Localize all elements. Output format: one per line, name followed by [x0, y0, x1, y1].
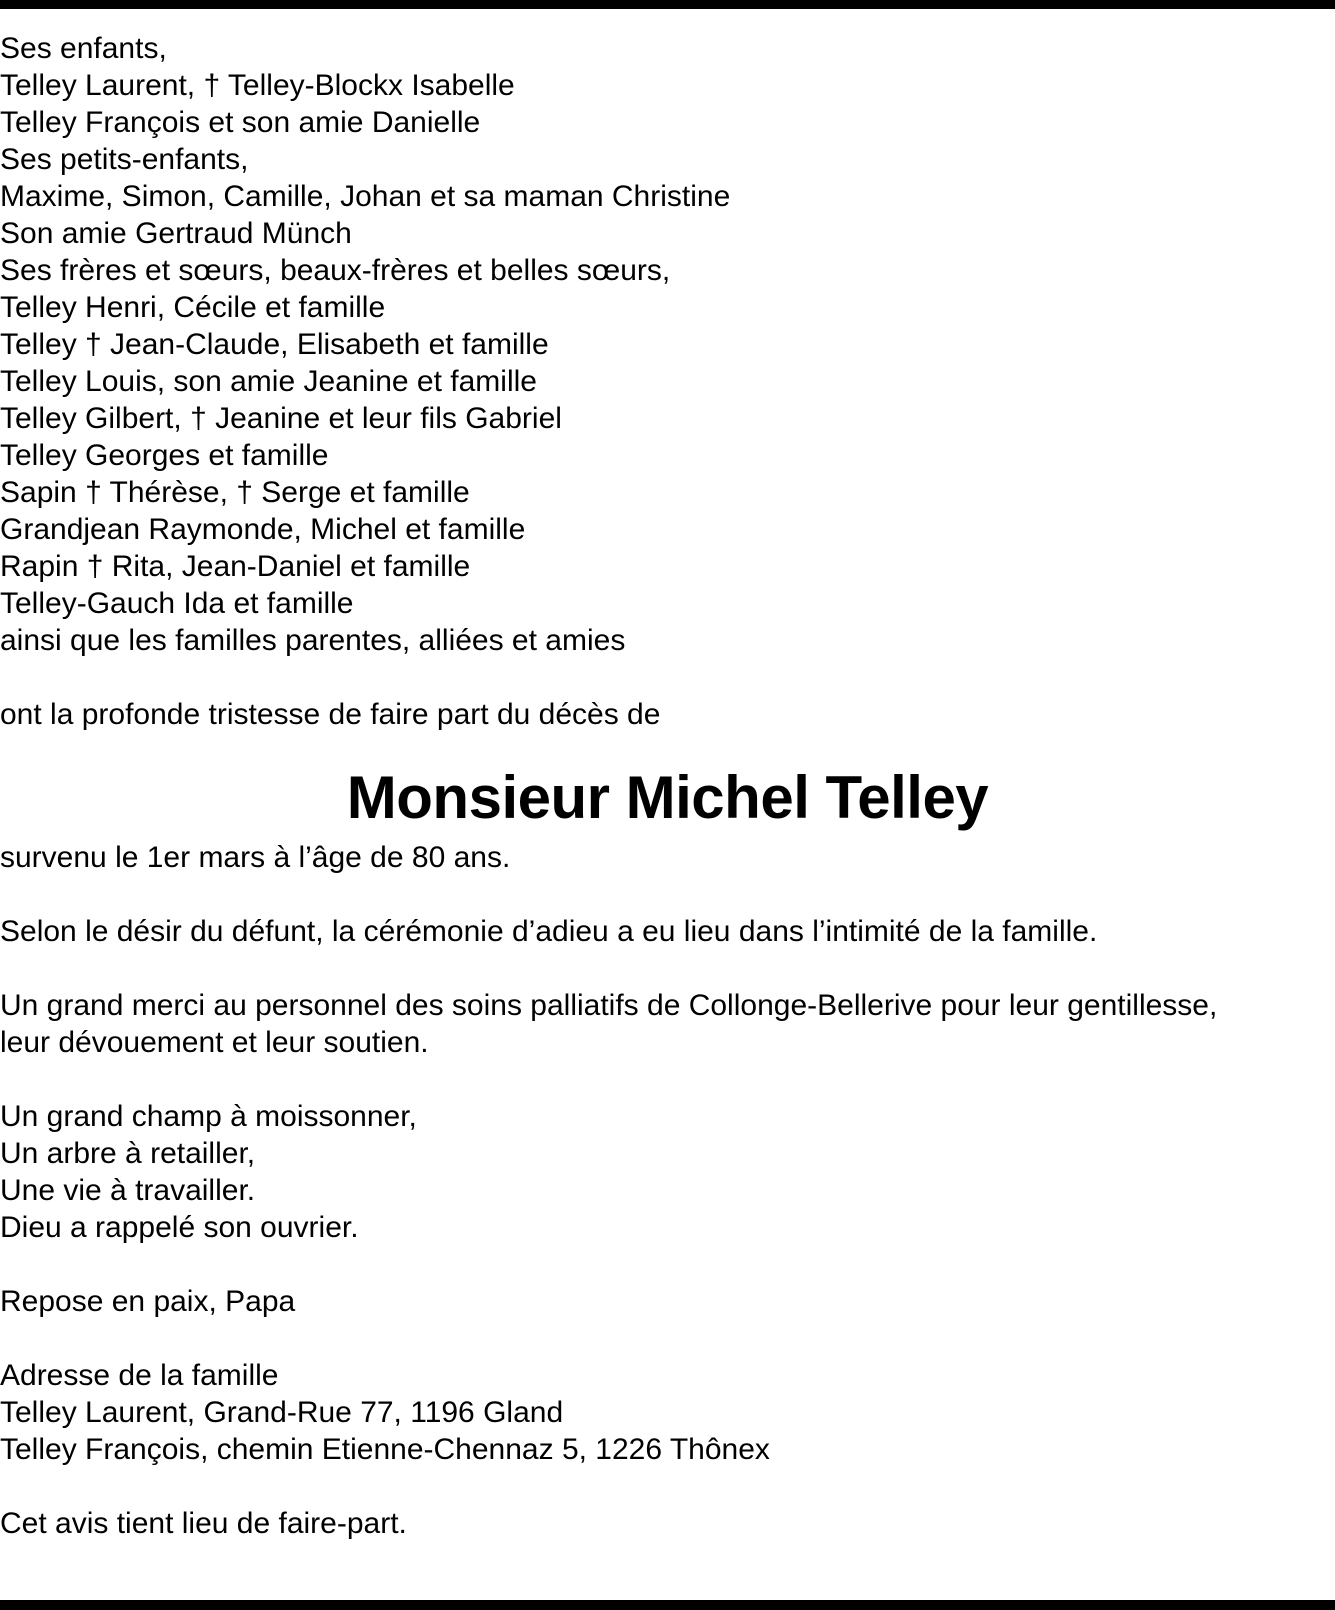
obituary-notice — [0, 30, 1335, 1542]
announcement-text: ont la profonde tristesse de faire part du décès de — [0, 698, 661, 731]
family-line: Telley † Jean-Claude, Elisabeth et famille — [0, 328, 549, 361]
poem — [0, 1098, 1335, 1246]
family-line: Telley Henri, Cécile et famille — [0, 291, 386, 324]
family-line: Sapin † Thérèse, † Serge et famille — [0, 476, 470, 509]
poem-line: Une vie à travailler. — [0, 1174, 256, 1207]
family-line: Son amie Gertraud Münch — [0, 217, 352, 250]
deceased-name: Monsieur Michel Telley — [346, 764, 989, 831]
thanks-line: Un grand merci au personnel des soins palliatifs de Collonge-Bellerive pour leur gentillesse, — [0, 989, 1218, 1022]
family-line: Ses frères et sœurs, beaux-frères et belles sœurs, — [0, 254, 671, 287]
thanks-line: leur dévouement et leur soutien. — [0, 1026, 429, 1059]
family-line: Telley-Gauch Ida et famille — [0, 587, 354, 620]
address-heading: Adresse de la famille — [0, 1359, 279, 1392]
poem-line: Un arbre à retailler, — [0, 1137, 256, 1170]
family-line: Telley Louis, son amie Jeanine et famille — [0, 365, 537, 398]
top-border-rule — [0, 0, 1335, 9]
family-line: Maxime, Simon, Camille, Johan et sa maman Christine — [0, 180, 731, 213]
ceremony-text: Selon le désir du défunt, la cérémonie d’adieu a eu lieu dans l’intimité de la famille. — [0, 915, 1098, 948]
family-line: Telley Gilbert, † Jeanine et leur fils Gabriel — [0, 402, 562, 435]
family-line: Telley Georges et famille — [0, 439, 329, 472]
address-line: Telley François, chemin Etienne-Chennaz 5, 1226 Thônex — [0, 1433, 770, 1466]
bottom-border-rule — [0, 1600, 1335, 1610]
family-address — [0, 1357, 1335, 1468]
closing-text: Cet avis tient lieu de faire-part. — [0, 1507, 407, 1540]
poem-line: Un grand champ à moissonner, — [0, 1100, 417, 1133]
family-line: ainsi que les familles parentes, alliées et amies — [0, 624, 626, 657]
family-line: Rapin † Rita, Jean-Daniel et famille — [0, 550, 471, 583]
thanks-paragraph — [0, 987, 1335, 1061]
address-line: Telley Laurent, Grand-Rue 77, 1196 Gland — [0, 1396, 564, 1429]
family-line: Grandjean Raymonde, Michel et famille — [0, 513, 526, 546]
poem-line: Dieu a rappelé son ouvrier. — [0, 1211, 359, 1244]
passing-info: survenu le 1er mars à l’âge de 80 ans. — [0, 841, 511, 874]
family-line: Telley François et son amie Danielle — [0, 106, 481, 139]
family-line: Ses enfants, — [0, 32, 167, 65]
farewell-text: Repose en paix, Papa — [0, 1285, 296, 1318]
family-line: Telley Laurent, † Telley-Blockx Isabelle — [0, 69, 515, 102]
family-line: Ses petits-enfants, — [0, 143, 249, 176]
family-list — [0, 30, 1335, 659]
